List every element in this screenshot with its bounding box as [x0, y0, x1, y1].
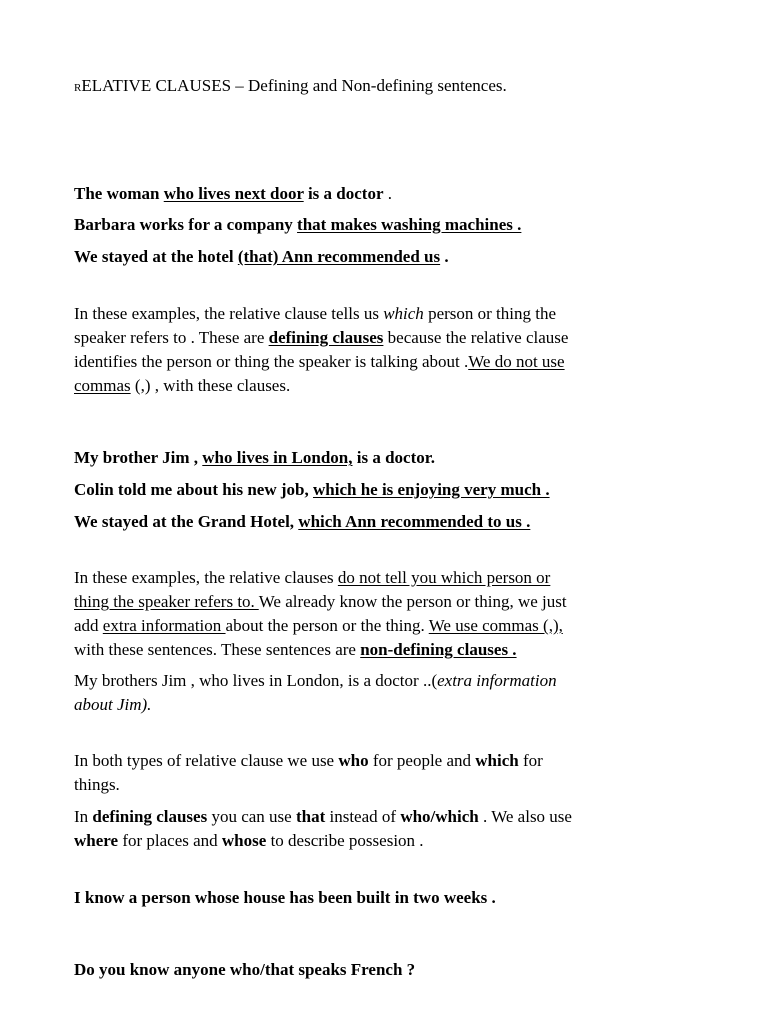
title-first-letter: R — [74, 82, 82, 94]
paragraph-line: In both types of relative clause we use who for people and which for — [74, 751, 543, 770]
paragraph-line: In these examples, the relative clause tells us which person or thing the — [74, 304, 557, 323]
final-example-1: I know a person whose house has been built in two weeks . — [74, 888, 496, 907]
paragraph-line: thing the speaker refers to. We already know the person or thing, we just — [74, 592, 567, 611]
paragraph-line: add extra information about the person or the thing. We use commas (,), — [74, 616, 563, 635]
defining-example-2: Barbara works for a company that makes washing machines . — [74, 215, 522, 234]
paragraph-line: where for places and whose to describe possesion . — [74, 831, 424, 850]
page-title — [74, 74, 507, 100]
paragraph-line: things. — [74, 775, 120, 794]
paragraph-line: My brothers Jim , who lives in London, is a doctor ..(extra information — [74, 671, 557, 690]
paragraph-line: identifies the person or thing the speaker is talking about .We do not use — [74, 352, 565, 371]
nondefining-example-2: Colin told me about his new job, which he is enjoying very much . — [74, 480, 550, 499]
defining-example-1: The woman who lives next door is a doctor . — [74, 184, 392, 203]
final-example-2: Do you know anyone who/that speaks French ? — [74, 960, 416, 979]
paragraph-line: commas (,) , with these clauses. — [74, 376, 291, 395]
defining-example-3: We stayed at the hotel (that) Ann recommended us . — [74, 247, 449, 266]
paragraph-line: In these examples, the relative clauses do not tell you which person or — [74, 568, 551, 587]
paragraph-line: about Jim). — [74, 695, 152, 714]
paragraph-line: speaker refers to . These are defining clauses because the relative clause — [74, 328, 569, 347]
title-text: ELATIVE CLAUSES – Defining and Non-defining sentences. — [81, 76, 507, 95]
paragraph-line: In defining clauses you can use that instead of who/which . We also use — [74, 807, 572, 826]
nondefining-example-1: My brother Jim , who lives in London, is a doctor. — [74, 448, 436, 467]
nondefining-example-3: We stayed at the Grand Hotel, which Ann recommended to us . — [74, 512, 531, 531]
paragraph-line: with these sentences. These sentences are non-defining clauses . — [74, 640, 517, 659]
